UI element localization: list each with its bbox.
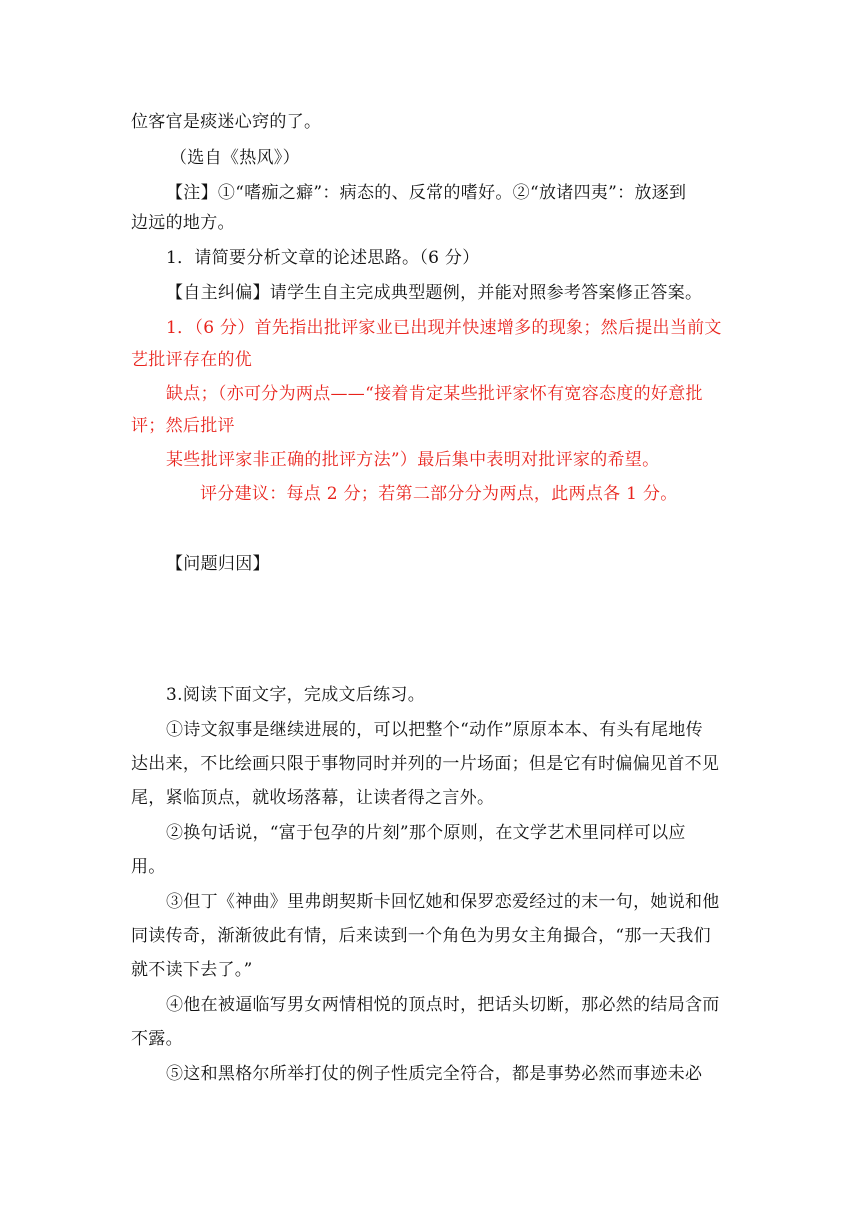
passage-source: （选自《热风》） (170, 148, 300, 168)
answer-1-scoring: 评分建议：每点 2 分；若第二部分分为两点，此两点各 1 分。 (200, 484, 678, 504)
question-3-prompt: 3.阅读下面文字，完成文后练习。 (166, 685, 426, 705)
answer-1-line-2: 艺批评存在的优 (131, 350, 253, 370)
paragraph-3-line-3: 就不读下去了。” (131, 960, 253, 980)
paragraph-5-line-1: ⑤这和黑格尔所举打仗的例子性质完全符合，都是事势必然而事迹未必 (166, 1064, 703, 1084)
answer-1-line-3: 缺点；（亦可分为两点——“接着肯定某些批评家怀有宽容态度的好意批 (166, 384, 703, 404)
attribution-heading: 【问题归因】 (166, 554, 270, 574)
paragraph-2-line-2: 用。 (131, 857, 166, 877)
paragraph-2-line-1: ②换句话说，“富于包孕的片刻”那个原则，在文学艺术里同样可以应 (166, 823, 686, 843)
passage-tail-line: 位客官是痰迷心窍的了。 (131, 112, 322, 132)
self-correct-instruction: 【自主纠偏】请学生自主完成典型题例，并能对照参考答案修正答案。 (166, 283, 703, 303)
paragraph-3-line-1: ③但丁《神曲》里弗朗契斯卡回忆她和保罗恋爱经过的末一句，她说和他 (166, 892, 720, 912)
paragraph-4-line-1: ④他在被逼临写男女两情相悦的顶点时，把话头切断，那必然的结局含而 (166, 995, 720, 1015)
question-1-prompt: 1．请简要分析文章的论述思路。（6 分） (166, 248, 480, 268)
paragraph-1-line-2: 达出来，不比绘画只限于事物同时并列的一片场面；但是它有时偏偏见首不见 (131, 754, 720, 774)
paragraph-3-line-2: 同读传奇，渐渐彼此有情，后来读到一个角色为男女主角撮合，“那一天我们 (131, 926, 711, 946)
answer-1-line-5: 某些批评家非正确的批评方法”）最后集中表明对批评家的希望。 (166, 450, 660, 470)
paragraph-1-line-1: ①诗文叙事是继续进展的，可以把整个“动作”原原本本、有头有尾地传 (166, 720, 703, 740)
answer-1-line-1: 1．（6 分）首先指出批评家业已出现并快速增多的现象；然后提出当前文 (166, 318, 722, 338)
note-line-2: 边远的地方。 (131, 213, 235, 233)
paragraph-1-line-3: 尾，紧临顶点，就收场落幕，让读者得之言外。 (131, 788, 495, 808)
answer-1-line-4: 评；然后批评 (131, 416, 235, 436)
note-line-1: 【注】①“嗜痂之癖”：病态的、反常的嗜好。②“放诸四夷”：放逐到 (166, 183, 687, 203)
paragraph-4-line-2: 不露。 (131, 1029, 183, 1049)
